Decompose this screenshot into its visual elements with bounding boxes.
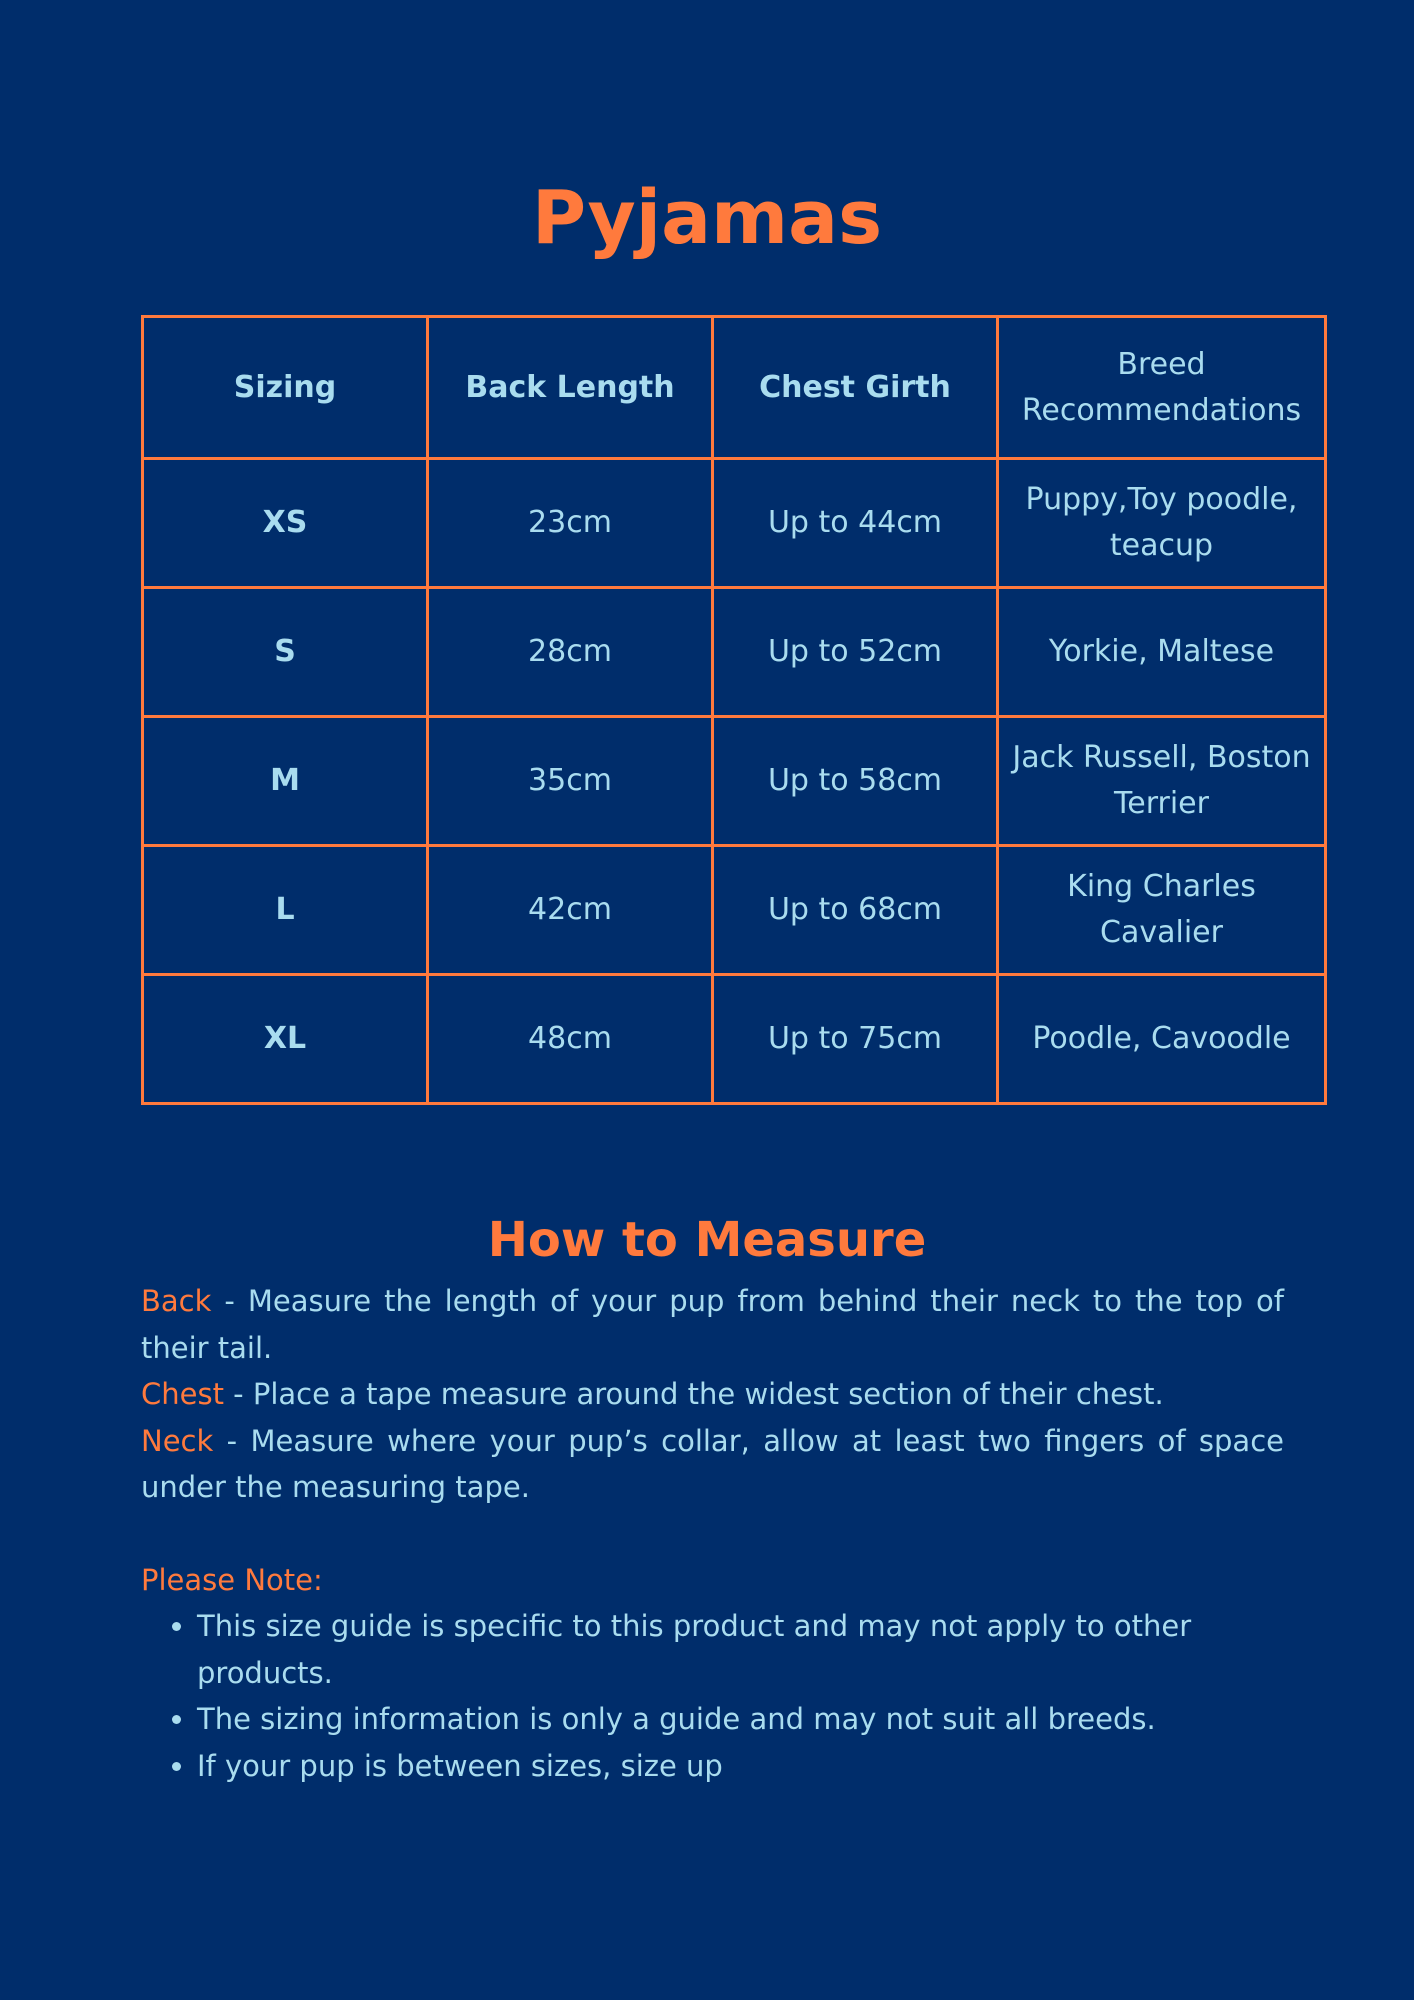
back-length-cell: 42cm: [428, 846, 713, 975]
list-item: • If your pup is between sizes, size up: [197, 1743, 1284, 1790]
measure-instruction-chest: [141, 1371, 1284, 1418]
breed-cell: Jack Russell, Boston Terrier: [998, 717, 1326, 846]
size-chart-table: [141, 315, 1327, 1105]
size-cell: S: [143, 588, 428, 717]
how-to-measure-heading: How to Measure: [487, 1212, 927, 1268]
chest-girth-cell: Up to 58cm: [713, 717, 998, 846]
chest-girth-cell: Up to 75cm: [713, 975, 998, 1104]
table-header-row: [143, 317, 1326, 459]
list-item: • The sizing information is only a guide and may not suit all breeds.: [197, 1696, 1284, 1743]
chest-girth-cell: Up to 44cm: [713, 459, 998, 588]
chest-girth-cell: Up to 52cm: [713, 588, 998, 717]
measure-label-chest: Chest: [141, 1377, 224, 1411]
breed-cell: Poodle, Cavoodle: [998, 975, 1326, 1104]
back-length-cell: 48cm: [428, 975, 713, 1104]
header-sizing: Sizing: [143, 317, 428, 459]
please-note-heading: Please Note:: [141, 1562, 323, 1597]
measure-label-back: Back: [141, 1284, 212, 1318]
measure-text-chest: - Place a tape measure around the widest section of their chest.: [223, 1377, 1164, 1411]
breed-cell: Yorkie, Maltese: [998, 588, 1326, 717]
how-to-measure-section: [141, 1278, 1284, 1789]
table-row: [143, 588, 1326, 717]
page-title: Pyjamas: [531, 175, 883, 261]
list-item: • This size guide is specific to this product and may not apply to other products.: [197, 1603, 1284, 1696]
header-breed-recommendations: Breed Recommendations: [998, 317, 1326, 459]
table-row: [143, 975, 1326, 1104]
size-cell: XL: [143, 975, 428, 1104]
back-length-cell: 23cm: [428, 459, 713, 588]
table-row: [143, 846, 1326, 975]
header-back-length: Back Length: [428, 317, 713, 459]
size-cell: XS: [143, 459, 428, 588]
size-cell: M: [143, 717, 428, 846]
measure-text-back: - Measure the length of your pup from behind their neck to the top of their tail.: [141, 1284, 1284, 1365]
notes-list: [141, 1603, 1284, 1789]
back-length-cell: 35cm: [428, 717, 713, 846]
measure-label-neck: Neck: [141, 1423, 214, 1458]
measure-instruction-neck: [141, 1418, 1284, 1511]
breed-cell: Puppy,Toy poodle, teacup: [998, 459, 1326, 588]
header-chest-girth: Chest Girth: [713, 317, 998, 459]
table-row: [143, 717, 1326, 846]
breed-cell: King Charles Cavalier: [998, 846, 1326, 975]
measure-text-neck: - Measure where your pup’s collar, allow at least two fingers of space under the measuring tape.: [141, 1423, 1284, 1504]
table-row: [143, 459, 1326, 588]
back-length-cell: 28cm: [428, 588, 713, 717]
chest-girth-cell: Up to 68cm: [713, 846, 998, 975]
size-cell: L: [143, 846, 428, 975]
measure-instruction-back: [141, 1278, 1284, 1371]
